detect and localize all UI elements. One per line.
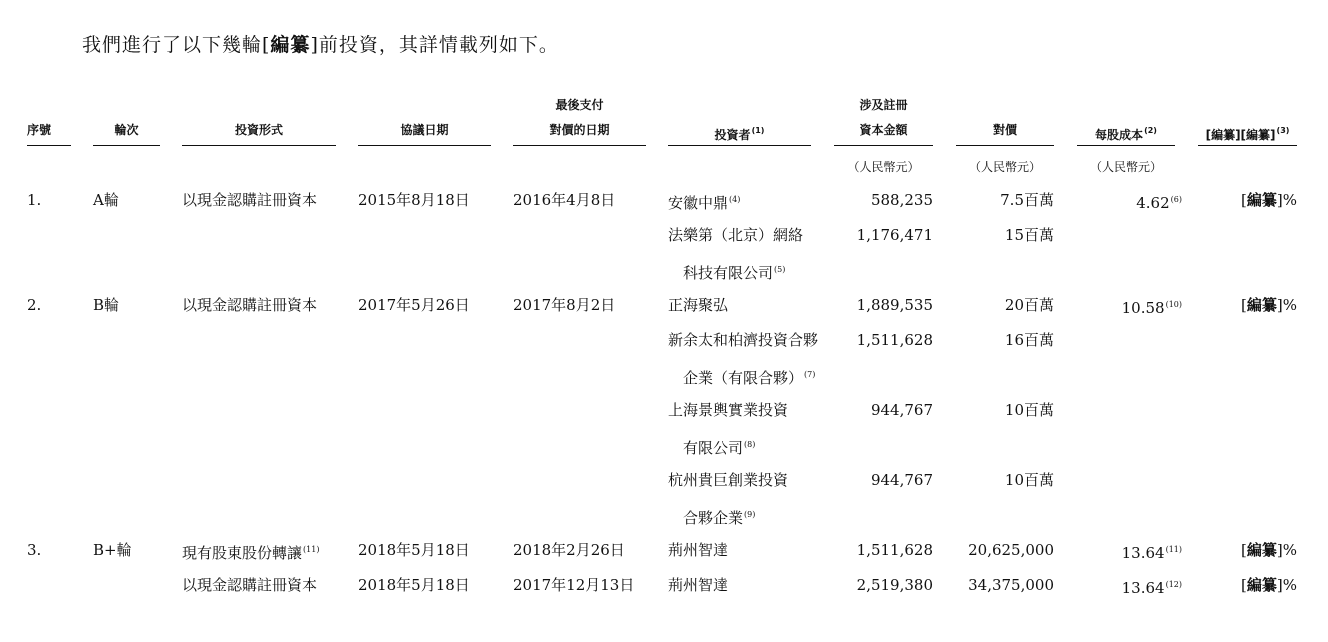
row-form-footnote: (11) bbox=[303, 545, 320, 554]
row-capital bbox=[834, 400, 933, 420]
row-investor bbox=[683, 505, 755, 528]
row-form-text: 以現金認購註冊資本 bbox=[182, 296, 318, 314]
header-capital-line2: 資本金額 bbox=[859, 123, 908, 137]
row-agreement-date-text: 2018年5月18日 bbox=[358, 541, 470, 559]
row-redacted-percentage bbox=[1198, 575, 1297, 595]
row-investor-footnote: (9) bbox=[744, 510, 756, 519]
row-investor-footnote: (4) bbox=[729, 195, 741, 204]
row-consideration-text: 15百萬 bbox=[1004, 226, 1054, 244]
row-redacted-percentage bbox=[1198, 190, 1297, 210]
row-capital bbox=[834, 190, 933, 210]
header-payment-date-line2: 對價的日期 bbox=[549, 123, 610, 137]
row-capital-text: 1,511,628 bbox=[856, 541, 933, 559]
row-pct-suffix: ]% bbox=[1276, 541, 1297, 559]
row-investor-footnote: (7) bbox=[804, 370, 816, 379]
row-investor-text: 科技有限公司 bbox=[683, 264, 774, 282]
row-investor bbox=[668, 470, 788, 490]
header-redacted-footnote: (3) bbox=[1276, 126, 1290, 135]
row-consideration-text: 10百萬 bbox=[1004, 471, 1054, 489]
row-pct-open: [ bbox=[1241, 191, 1247, 209]
row-consideration-text: 20百萬 bbox=[1004, 296, 1054, 314]
row-investment-form bbox=[182, 190, 317, 210]
row-capital bbox=[834, 330, 933, 350]
row-investor-text: 安徽中鼎 bbox=[668, 194, 729, 212]
row-consideration-text: 7.5百萬 bbox=[1000, 191, 1054, 209]
row-seq-text: 3. bbox=[27, 541, 42, 559]
header-investor-label: 投資者 bbox=[714, 128, 751, 142]
row-cost-text: 13.64 bbox=[1121, 544, 1165, 562]
row-seq bbox=[27, 540, 41, 560]
row-investor-text: 新余太和柏濟投資合夥 bbox=[668, 331, 819, 349]
row-agreement-date-text: 2017年5月26日 bbox=[358, 296, 470, 314]
unit-consideration: （人民幣元） bbox=[968, 160, 1041, 174]
row-pct-open: [ bbox=[1241, 541, 1247, 559]
row-capital bbox=[834, 575, 933, 595]
row-investor bbox=[668, 400, 788, 420]
row-round-text: B+輪 bbox=[93, 541, 132, 559]
row-redacted-percentage bbox=[1198, 540, 1297, 560]
row-capital bbox=[834, 225, 933, 245]
row-redacted-percentage bbox=[1198, 295, 1297, 315]
row-consideration bbox=[956, 330, 1054, 350]
row-investment-form bbox=[182, 575, 317, 595]
row-agreement-date bbox=[358, 540, 470, 560]
row-investor-text: 法樂第（北京）網絡 bbox=[668, 226, 804, 244]
row-capital-text: 1,511,628 bbox=[856, 331, 933, 349]
row-cost-text: 4.62 bbox=[1136, 194, 1170, 212]
row-pct-open: [ bbox=[1241, 296, 1247, 314]
row-capital-text: 944,767 bbox=[870, 471, 933, 489]
row-payment-date-text: 2018年2月26日 bbox=[513, 541, 625, 559]
header-seq: 序號 bbox=[27, 123, 52, 137]
row-investor-text: 杭州貴巨創業投資 bbox=[668, 471, 789, 489]
row-pct-redacted: 編纂 bbox=[1246, 576, 1277, 594]
header-investor bbox=[668, 118, 811, 148]
row-investor-text: 荊州智達 bbox=[668, 541, 729, 559]
header-rule-investor bbox=[668, 145, 811, 146]
row-pct-redacted: 編纂 bbox=[1246, 541, 1277, 559]
row-cost-footnote: (11) bbox=[1165, 545, 1182, 554]
row-investment-form bbox=[182, 540, 319, 563]
header-rule-form bbox=[182, 145, 336, 146]
row-capital bbox=[834, 540, 933, 560]
intro-redacted: 編纂 bbox=[270, 34, 311, 56]
row-pct-redacted: 編纂 bbox=[1246, 296, 1277, 314]
row-capital-text: 588,235 bbox=[870, 191, 933, 209]
header-rule-consideration bbox=[956, 145, 1054, 146]
row-capital-text: 1,889,535 bbox=[856, 296, 933, 314]
row-payment-date bbox=[513, 540, 625, 560]
header-agreement-date: 協議日期 bbox=[400, 123, 449, 137]
row-payment-date bbox=[513, 190, 615, 210]
header-consideration: 對價 bbox=[992, 123, 1017, 137]
row-round bbox=[93, 295, 119, 315]
row-investor-footnote: (8) bbox=[744, 440, 756, 449]
row-consideration-text: 20,625,000 bbox=[968, 541, 1054, 559]
row-payment-date-text: 2017年8月2日 bbox=[513, 296, 616, 314]
row-investor bbox=[668, 225, 803, 245]
row-investor bbox=[668, 330, 818, 350]
row-cost-text: 13.64 bbox=[1121, 579, 1165, 597]
row-investor bbox=[668, 295, 728, 315]
row-capital bbox=[834, 295, 933, 315]
header-redacted-label: [編纂][編纂] bbox=[1205, 128, 1276, 142]
row-investor bbox=[668, 190, 740, 213]
row-round bbox=[93, 190, 119, 210]
row-investor bbox=[683, 435, 755, 458]
header-cost-footnote: (2) bbox=[1144, 126, 1157, 135]
header-rule-cost bbox=[1077, 145, 1175, 146]
row-agreement-date bbox=[358, 575, 470, 595]
header-rule-round bbox=[93, 145, 160, 146]
row-consideration bbox=[956, 540, 1054, 560]
row-cost-per-share bbox=[1077, 190, 1182, 213]
row-payment-date bbox=[513, 295, 615, 315]
row-investor-text: 荊州智達 bbox=[668, 576, 729, 594]
row-cost-per-share bbox=[1077, 295, 1182, 318]
row-investor-text: 上海景輿實業投資 bbox=[668, 401, 789, 419]
row-agreement-date-text: 2015年8月18日 bbox=[358, 191, 470, 209]
row-cost-footnote: (6) bbox=[1170, 195, 1182, 204]
header-capital-line1: 涉及註冊 bbox=[859, 98, 908, 112]
row-seq bbox=[27, 295, 41, 315]
header-rule-redacted bbox=[1198, 145, 1297, 146]
intro-text-after: ]前投資，其詳情載列如下。 bbox=[310, 34, 559, 56]
header-rule-payment-date bbox=[513, 145, 646, 146]
header-investor-footnote: (1) bbox=[751, 126, 765, 135]
row-investor-text: 正海聚弘 bbox=[668, 296, 729, 314]
row-cost-footnote: (10) bbox=[1165, 300, 1182, 309]
row-cost-text: 10.58 bbox=[1121, 299, 1165, 317]
row-investor bbox=[683, 365, 815, 388]
row-agreement-date bbox=[358, 295, 470, 315]
row-consideration-text: 34,375,000 bbox=[968, 576, 1054, 594]
row-capital bbox=[834, 470, 933, 490]
header-rule-capital bbox=[834, 145, 933, 146]
row-payment-date-text: 2016年4月8日 bbox=[513, 191, 616, 209]
row-investor bbox=[668, 575, 728, 595]
row-agreement-date-text: 2018年5月18日 bbox=[358, 576, 470, 594]
row-investor-text: 合夥企業 bbox=[683, 509, 744, 527]
row-seq bbox=[27, 190, 41, 210]
header-payment-date-line1: 最後支付 bbox=[555, 98, 604, 112]
row-consideration bbox=[956, 225, 1054, 245]
row-round bbox=[93, 540, 132, 560]
row-pct-suffix: ]% bbox=[1276, 191, 1297, 209]
row-pct-suffix: ]% bbox=[1276, 576, 1297, 594]
unit-capital: （人民幣元） bbox=[847, 160, 920, 174]
row-consideration bbox=[956, 470, 1054, 490]
row-pct-redacted: 編纂 bbox=[1246, 191, 1277, 209]
row-cost-per-share bbox=[1077, 540, 1182, 563]
header-round: 輪次 bbox=[114, 123, 139, 137]
row-investor-footnote: (5) bbox=[774, 265, 786, 274]
row-round-text: A輪 bbox=[93, 191, 119, 209]
intro-paragraph bbox=[82, 30, 559, 57]
header-rule-agreement-date bbox=[358, 145, 491, 146]
row-round-text: B輪 bbox=[93, 296, 120, 314]
unit-cost: （人民幣元） bbox=[1089, 160, 1162, 174]
row-form-text: 以現金認購註冊資本 bbox=[182, 576, 318, 594]
row-payment-date-text: 2017年12月13日 bbox=[513, 576, 635, 594]
row-seq-text: 1. bbox=[27, 191, 42, 209]
header-cost-label: 每股成本 bbox=[1095, 128, 1144, 142]
row-consideration bbox=[956, 190, 1054, 210]
row-form-text: 現有股東股份轉讓 bbox=[182, 544, 303, 562]
row-agreement-date bbox=[358, 190, 470, 210]
header-redacted bbox=[1198, 118, 1297, 148]
row-consideration bbox=[956, 575, 1054, 595]
row-capital-text: 1,176,471 bbox=[856, 226, 933, 244]
row-consideration bbox=[956, 295, 1054, 315]
row-seq-text: 2. bbox=[27, 296, 42, 314]
intro-text-before: 我們進行了以下幾輪[ bbox=[82, 34, 271, 56]
row-pct-suffix: ]% bbox=[1276, 296, 1297, 314]
row-investment-form bbox=[182, 295, 317, 315]
row-investor-text: 有限公司 bbox=[683, 439, 744, 457]
row-form-text: 以現金認購註冊資本 bbox=[182, 191, 318, 209]
row-capital-text: 944,767 bbox=[870, 401, 933, 419]
row-capital-text: 2,519,380 bbox=[856, 576, 933, 594]
header-cost-per-share bbox=[1077, 118, 1175, 148]
row-consideration-text: 10百萬 bbox=[1004, 401, 1054, 419]
row-cost-per-share bbox=[1077, 575, 1182, 598]
row-payment-date bbox=[513, 575, 634, 595]
row-cost-footnote: (12) bbox=[1165, 580, 1182, 589]
row-consideration bbox=[956, 400, 1054, 420]
row-investor bbox=[683, 260, 785, 283]
row-investor-text: 企業（有限合夥） bbox=[683, 369, 804, 387]
header-rule-seq bbox=[27, 145, 71, 146]
row-pct-open: [ bbox=[1241, 576, 1247, 594]
row-consideration-text: 16百萬 bbox=[1004, 331, 1054, 349]
row-investor bbox=[668, 540, 728, 560]
header-form: 投資形式 bbox=[234, 123, 283, 137]
